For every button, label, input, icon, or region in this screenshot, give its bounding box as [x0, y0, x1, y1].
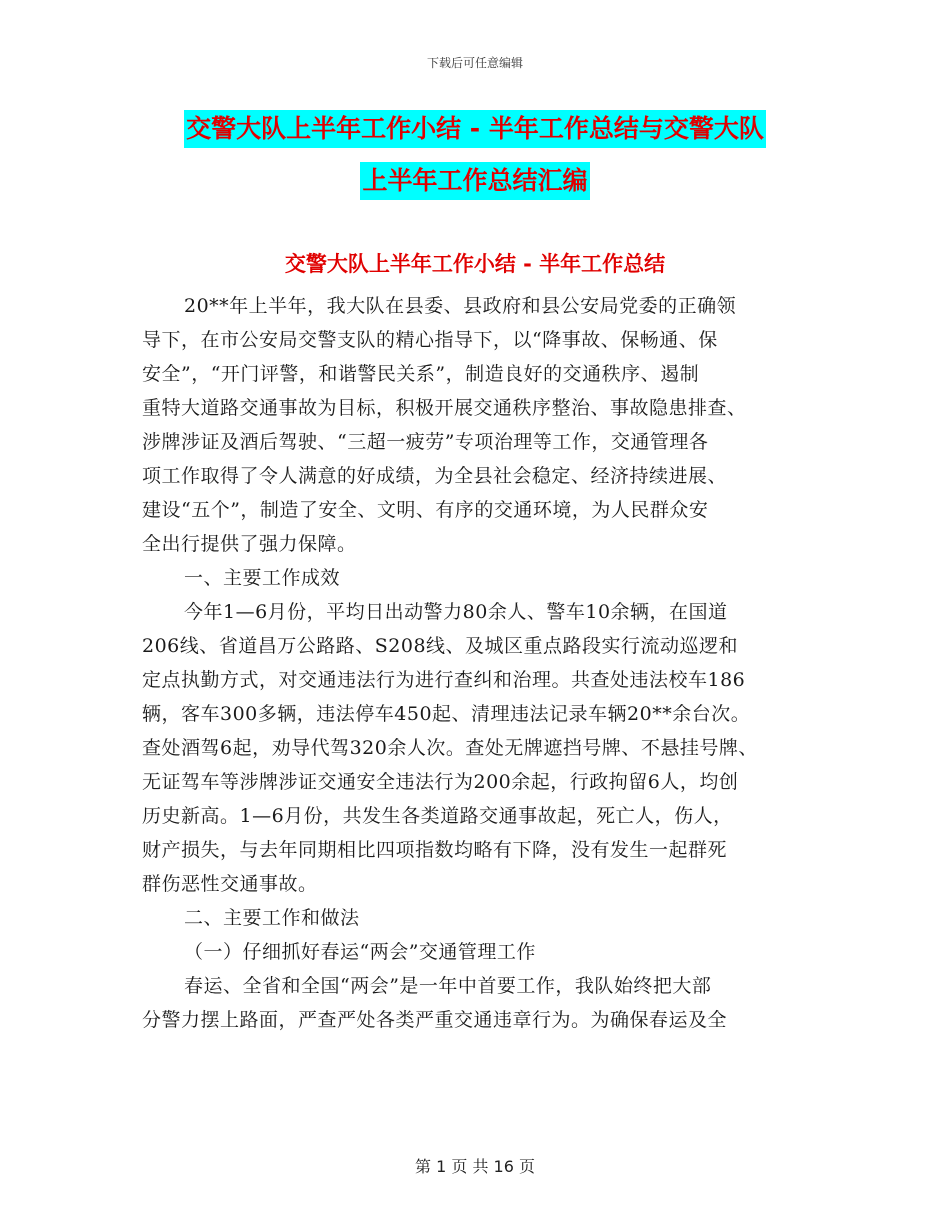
body-line: 全出行提供了强力保障。	[142, 533, 357, 555]
body-line: 辆，客车300多辆，违法停车450起、清理违法记录车辆20**余台次。	[142, 703, 751, 725]
body-line: 20**年上半年，我大队在县委、县政府和县公安局党委的正确领	[184, 295, 737, 317]
title-line-1: 交警大队上半年工作小结 - 半年工作总结与交警大队	[184, 110, 766, 148]
body-line: 历史新高。1—6月份，共发生各类道路交通事故起，死亡人，伤人，	[142, 805, 733, 827]
body-text	[142, 289, 832, 1037]
body-line: 导下，在市公安局交警支队的精心指导下，以“降事故、保畅通、保	[142, 329, 718, 351]
body-line: 206线、省道昌万公路路、S208线、及城区重点路段实行流动巡逻和	[142, 635, 739, 657]
body-line: （一）仔细抓好春运“两会”交通管理工作	[184, 941, 536, 963]
body-line: 定点执勤方式，对交通违法行为进行查纠和治理。共查处违法校车186	[142, 669, 746, 691]
body-line: 重特大道路交通事故为目标，积极开展交通秩序整治、事故隐患排查、	[142, 397, 747, 419]
body-line: 项工作取得了令人满意的好成绩，为全县社会稳定、经济持续进展、	[142, 465, 728, 487]
body-line: 涉牌涉证及酒后驾驶、“三超一疲劳”专项治理等工作，交通管理各	[142, 431, 709, 453]
document-title	[0, 110, 950, 200]
body-line: 一、主要工作成效	[184, 567, 341, 589]
section-subtitle: 交警大队上半年工作小结 - 半年工作总结	[284, 252, 666, 276]
header-note: 下载后可任意编辑	[426, 56, 523, 70]
body-line: 无证驾车等涉牌涉证交通安全违法行为200余起，行政拘留6人，均创	[142, 771, 739, 793]
page-footer: 第 1 页 共 16 页	[415, 1157, 535, 1176]
title-line-2: 上半年工作总结汇编	[360, 162, 589, 200]
body-line: 二、主要工作和做法	[184, 907, 360, 929]
body-line: 财产损失，与去年同期相比四项指数均略有下降，没有发生一起群死	[142, 839, 728, 861]
body-line: 春运、全省和全国“两会”是一年中首要工作，我队始终把大部	[184, 975, 712, 997]
body-line: 安全”，“开门评警，和谐警民关系”，制造良好的交通秩序、遏制	[142, 363, 700, 385]
body-line: 建设“五个”，制造了安全、文明、有序的交通环境，为人民群众安	[142, 499, 709, 521]
body-line: 群伤恶性交通事故。	[142, 873, 318, 895]
body-line: 今年1—6月份，平均日出动警力80余人、警车10余辆，在国道	[184, 601, 728, 623]
body-line: 查处酒驾6起，劝导代驾320余人次。查处无牌遮挡号牌、不悬挂号牌、	[142, 737, 758, 759]
body-line: 分警力摆上路面，严查严处各类严重交通违章行为。为确保春运及全	[142, 1009, 728, 1031]
